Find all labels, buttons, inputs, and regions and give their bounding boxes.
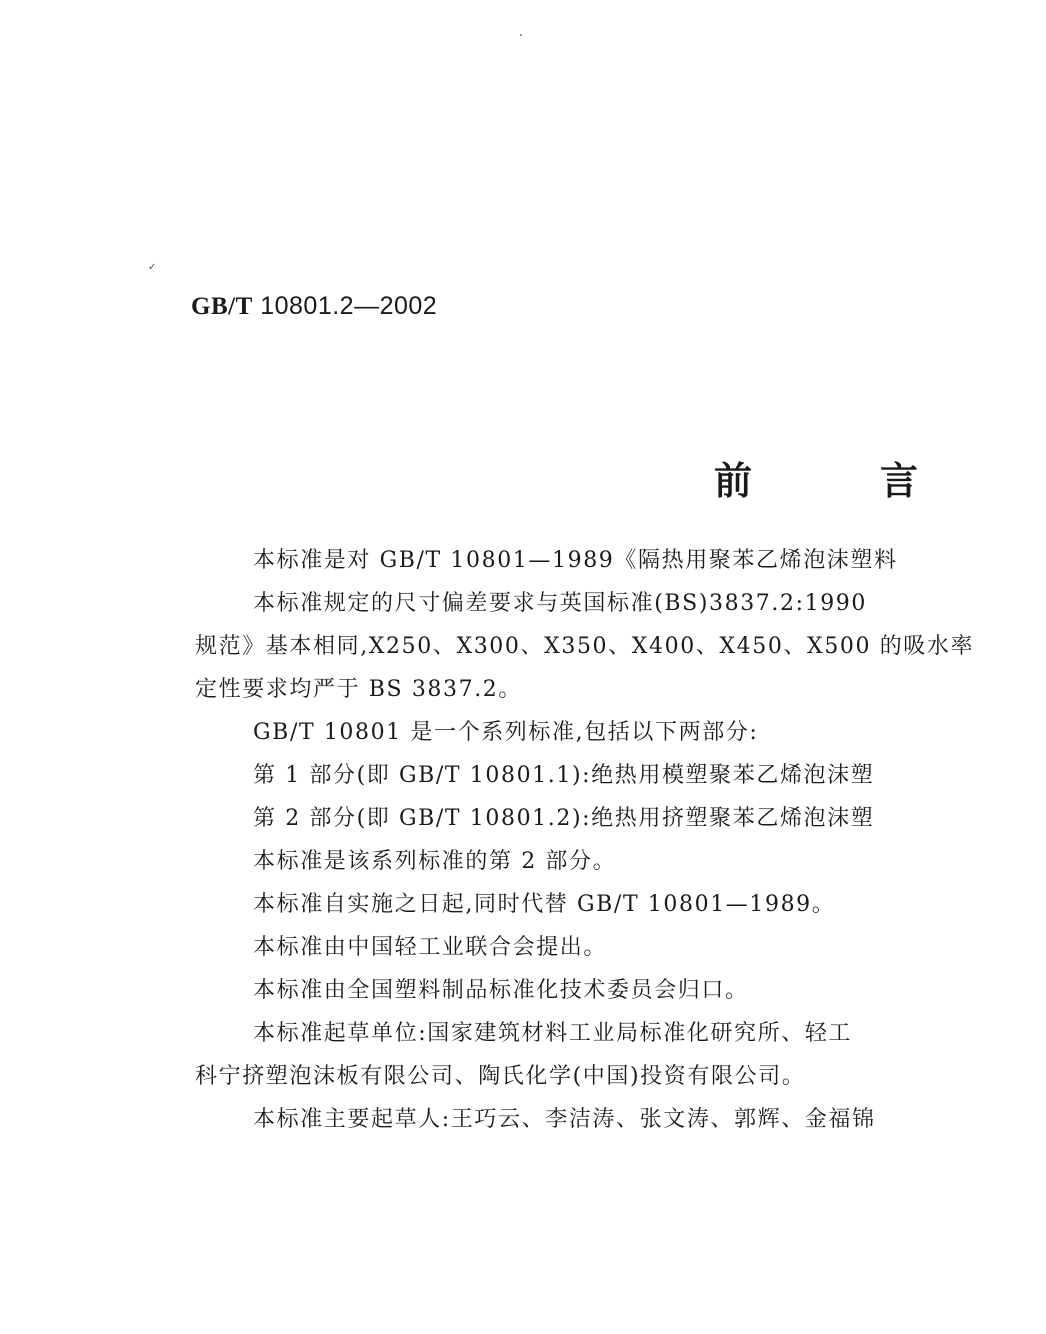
page-title: 前言	[714, 458, 1046, 503]
paragraph-line: 本标准起草单位:国家建筑材料工业局标准化研究所、轻工	[253, 1021, 853, 1046]
paragraph-line: GB/T 10801 是一个系列标准,包括以下两部分:	[253, 720, 759, 745]
paragraph-line: 本标准主要起草人:王巧云、李洁涛、张文涛、郭辉、金福锦	[253, 1107, 876, 1132]
standard-code-prefix: GB/T	[191, 293, 253, 320]
standard-code-number: 10801.2—2002	[260, 292, 438, 320]
paragraph-line: 本标准是对 GB/T 10801—1989《隔热用聚苯乙烯泡沫塑料	[253, 548, 898, 573]
paragraph-line: 本标准由中国轻工业联合会提出。	[253, 935, 608, 960]
scan-mark: ✓	[148, 262, 157, 273]
paragraph-line: 本标准由全国塑料制品标准化技术委员会归口。	[253, 978, 749, 1003]
paragraph-line: 本标准规定的尺寸偏差要求与英国标准(BS)3837.2:1990	[253, 591, 867, 616]
standard-code	[191, 292, 437, 321]
paragraph-line: 第 2 部分(即 GB/T 10801.2):绝热用挤塑聚苯乙烯泡沫塑	[253, 806, 875, 831]
paragraph-line: 规范》基本相同,X250、X300、X350、X400、X450、X500 的吸水率	[195, 634, 975, 659]
paragraph-line: 本标准自实施之日起,同时代替 GB/T 10801—1989。	[253, 892, 836, 917]
scan-speck	[520, 34, 522, 36]
paragraph-line: 本标准是该系列标准的第 2 部分。	[253, 849, 617, 874]
paragraph-line: 第 1 部分(即 GB/T 10801.1):绝热用模塑聚苯乙烯泡沫塑	[253, 763, 875, 788]
paragraph-line: 科宁挤塑泡沫板有限公司、陶氏化学(中国)投资有限公司。	[195, 1064, 806, 1089]
paragraph-line: 定性要求均严于 BS 3837.2。	[195, 677, 523, 702]
